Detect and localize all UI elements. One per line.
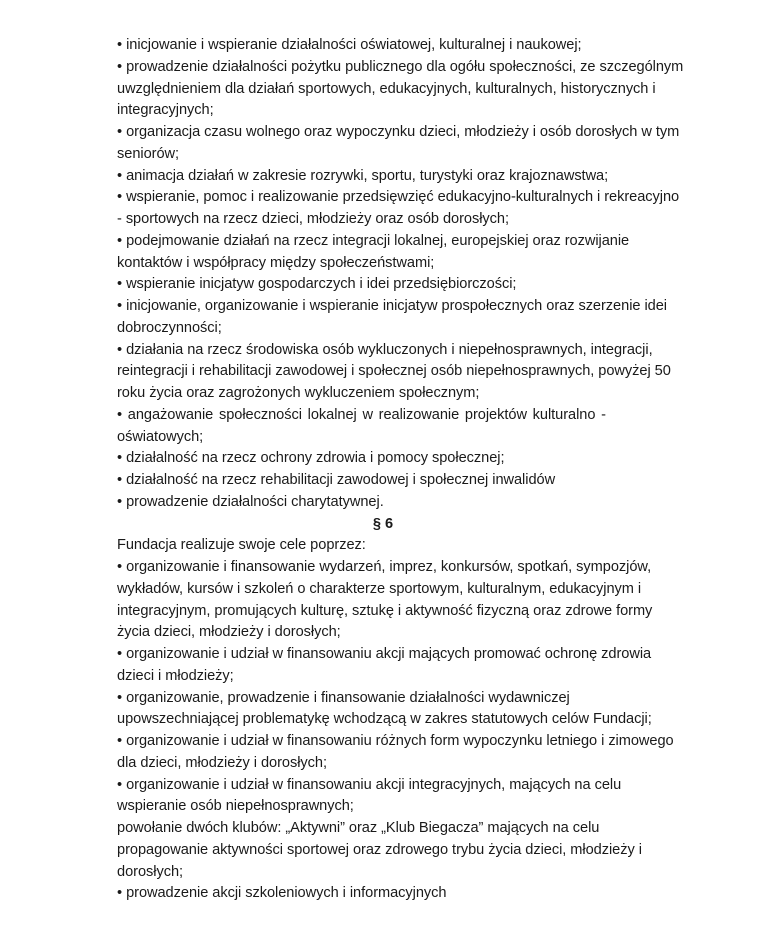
list-item-line: dobroczynności; <box>117 319 222 336</box>
list-item-line: propagowanie aktywności sportowej oraz zdrowego trybu życia dzieci, młodzieży i <box>117 841 642 858</box>
list-item <box>117 731 717 775</box>
word: społeczności <box>218 406 302 423</box>
list-item-line: • organizowanie i udział w finansowaniu różnych form wypoczynku letniego i zimowego <box>117 733 674 749</box>
list-item-line: • podejmowanie działań na rzecz integracji lokalnej, europejskiej oraz rozwijanie <box>117 232 630 249</box>
list-item <box>117 775 717 819</box>
list-item-line: • inicjowanie, organizowanie i wspieranie inicjatyw prospołecznych oraz szerzenie idei <box>117 298 667 314</box>
list-item-line: • inicjowanie i wspieranie działalności oświatowej, kulturalnej i naukowej; <box>117 37 582 53</box>
list-item <box>117 57 717 122</box>
list-item-line: • organizacja czasu wolnego oraz wypoczynku dzieci, młodzieży i osób dorosłych w tym <box>117 124 680 140</box>
list-item-line: • działania na rzecz środowiska osób wykluczonych i niepełnosprawnych, integracji, <box>117 341 653 358</box>
section-6-intro: Fundacja realizuje swoje cele poprzez: <box>117 537 366 554</box>
list-item-line: oświatowych; <box>117 428 204 445</box>
list-item <box>117 492 717 514</box>
list-item-line: roku życia oraz zagrożonych wykluczeniem społecznym; <box>117 385 480 401</box>
list-item-line <box>117 405 606 427</box>
word: - <box>601 406 606 423</box>
word: projektów <box>464 406 527 423</box>
list-item-line: • animacja działań w zakresie rozrywki, sportu, turystyki oraz krajoznawstwa; <box>117 167 609 184</box>
list-item <box>117 818 717 883</box>
list-item-line: • organizowanie, prowadzenie i finansowanie działalności wydawniczej <box>117 689 570 706</box>
list-item <box>117 688 717 732</box>
list-item <box>117 296 717 340</box>
list-item <box>117 557 717 644</box>
list-item-line: • wspieranie inicjatyw gospodarczych i idei przedsiębiorczości; <box>117 276 517 293</box>
word: realizowanie <box>378 406 460 423</box>
word: • <box>117 406 123 423</box>
list-item-line: upowszechniającej problematykę wchodzącą w zakres statutowych celów Fundacji; <box>117 711 652 728</box>
list-item-line: seniorów; <box>117 145 180 162</box>
list-item-line: kontaktów i współpracy między społeczeństwami; <box>117 254 435 271</box>
word: w <box>362 406 373 423</box>
word: angażowanie <box>127 406 214 423</box>
list-item-line: • organizowanie i udział w finansowaniu akcji integracyjnych, mających na celu <box>117 776 622 793</box>
list-item-line: • organizowanie i finansowanie wydarzeń, imprez, konkursów, spotkań, sympozjów, <box>117 559 652 575</box>
list-item-line: integracyjnych; <box>117 102 214 119</box>
list-item <box>117 166 717 188</box>
list-item-line: - sportowych na rzecz dzieci, młodzieży oraz osób dorosłych; <box>117 211 510 227</box>
list-item-line: powołanie dwóch klubów: „Aktywni” oraz „Klub Biegacza” mających na celu <box>117 820 600 836</box>
list-item-line: • wspieranie, pomoc i realizowanie przedsięwzięć edukacyjno-kulturalnych i rekreacyjno <box>117 189 680 206</box>
list-item-line: • działalność na rzecz ochrony zdrowia i pomocy społecznej; <box>117 450 505 467</box>
list-item <box>117 35 717 57</box>
list-item-line: dorosłych; <box>117 863 184 880</box>
list-item-line: • prowadzenie akcji szkoleniowych i informacyjnych <box>117 885 447 902</box>
list-item-line: reintegracji i rehabilitacji zawodowej i społecznej osób niepełnosprawnych, powyżej 50 <box>117 363 671 380</box>
list-item <box>117 122 717 166</box>
list-item-line: wspieranie osób niepełnosprawnych; <box>117 798 354 815</box>
document-content <box>117 35 717 905</box>
list-item-line: • organizowanie i udział w finansowaniu akcji mających promować ochronę zdrowia <box>117 646 652 662</box>
list-item-line: uwzględnieniem dla działań sportowych, edukacyjnych, kulturalnych, historycznych i <box>117 80 656 97</box>
list-item <box>117 883 717 905</box>
list-item-line: życia dzieci, młodzieży i dorosłych; <box>117 624 341 641</box>
list-item <box>117 231 717 275</box>
list-item-line: dzieci i młodzieży; <box>117 667 234 684</box>
list-item <box>117 274 717 296</box>
list-item-line: integracyjnym, promujących kulturę, sztukę i aktywność fizyczną oraz zdrowe formy <box>117 602 653 619</box>
list-item <box>117 644 717 688</box>
list-item <box>117 470 717 492</box>
list-item <box>117 187 717 231</box>
list-item <box>117 405 717 449</box>
section-6-list <box>117 557 717 905</box>
list-item-line: • działalność na rzecz rehabilitacji zawodowej i społecznej inwalidów <box>117 472 556 488</box>
word: lokalnej <box>307 406 357 423</box>
section-6-heading: § 6 <box>372 515 394 532</box>
word: kulturalno <box>532 406 596 423</box>
section-5-list <box>117 35 717 514</box>
list-item <box>117 340 717 405</box>
list-item-line: • prowadzenie działalności charytatywnej. <box>117 493 384 510</box>
list-item-line: wykładów, kursów i szkoleń o charakterze sportowym, kulturalnym, edukacyjnym i <box>117 580 642 597</box>
list-item-line: • prowadzenie działalności pożytku publicznego dla ogółu społeczności, ze szczególnym <box>117 58 684 75</box>
list-item-line: dla dzieci, młodzieży i dorosłych; <box>117 754 327 771</box>
list-item <box>117 448 717 470</box>
